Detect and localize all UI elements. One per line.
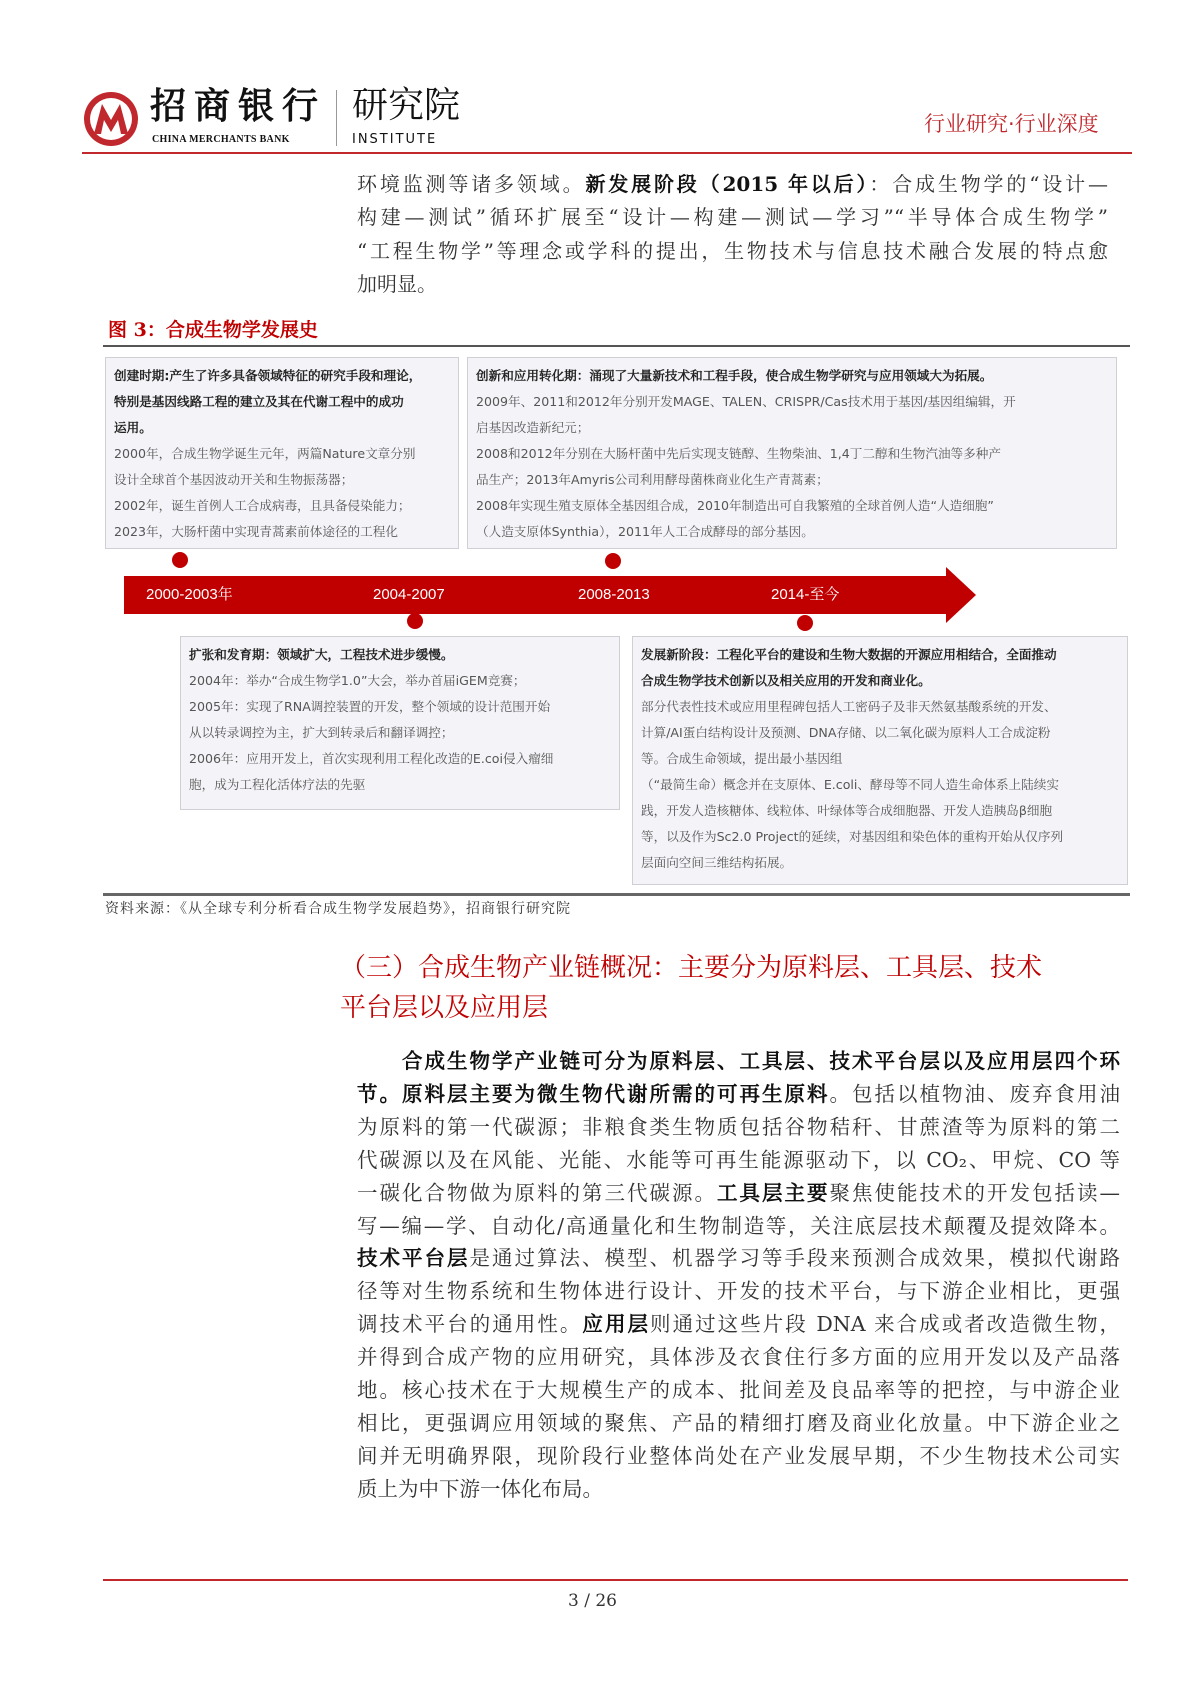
section-heading-line: （三）合成生物产业链概况：主要分为原料层、工具层、技术 — [340, 953, 1043, 983]
text-line — [357, 1473, 1120, 1506]
text: 相比，更强调应用领域的聚焦、产品的精细打磨及商业化放量。中下游企业之 — [357, 1410, 1120, 1435]
timeline-label: 2000-2003年 — [146, 586, 233, 603]
text: 为原料的第一代碳源；非粮食类生物质包括谷物秸秆、甘蔗渣等为原料的第二 — [357, 1114, 1120, 1139]
box-text-line: 从以转录调控为主，扩大到转录后和翻译调控； — [189, 725, 454, 740]
box-text-line: 2000年，合成生物学诞生元年，两篇Nature文章分别 — [114, 446, 416, 461]
box-text-line: 等，以及作为Sc2.0 Project的延续，对基因组和染色体的重构开始从仅序列 — [641, 829, 1064, 844]
figure-bottom-rule — [103, 893, 1130, 896]
box-text-line: 2023年，大肠杆菌中实现青蒿素前体途径的工程化 — [114, 524, 398, 539]
text-line — [357, 1407, 1120, 1440]
text: 代碳源以及在风能、光能、水能等可再生能源驱动下，以 CO₂、甲烷、CO 等 — [357, 1147, 1120, 1172]
box-text-line: 启基因改造新纪元； — [476, 420, 590, 435]
institute-name-en: INSTITUTE — [352, 132, 438, 147]
box-text-line: 胞，成为工程化活体疗法的先驱 — [189, 777, 366, 792]
box-title-line: 创建时期:产生了许多具备领域特征的研究手段和理论， — [114, 368, 422, 383]
page-number: 3 / 26 — [568, 1591, 617, 1611]
footer-divider — [103, 1579, 1128, 1581]
box-title-line: 合成生物学技术创新以及相关应用的开发和商业化。 — [641, 673, 931, 688]
text: 写—编—学、自动化/高通量化和生物制造等，关注底层技术颠覆及提效降本。 — [357, 1213, 1120, 1238]
text-line — [357, 1275, 1120, 1308]
figure-top-rule — [103, 345, 1130, 347]
text-line — [357, 201, 1108, 234]
text: 。包括以植物油、废弃食用油 — [829, 1081, 1120, 1106]
bold-text: 合成生物学产业链可分为原料层、工具层、技术平台层以及应用层四个环 — [402, 1049, 1120, 1073]
box-text-line: 践，开发人造核糖体、线粒体、叶绿体等合成细胞器、开发人造胰岛β细胞 — [641, 803, 1053, 818]
box-title-line: 发展新阶段：工程化平台的建设和生物大数据的开源应用相结合，全面推动 — [641, 647, 1057, 662]
text — [357, 1049, 402, 1073]
box-text-line: 2006年：应用开发上，首次实现利用工程化改造的E.coi侵入瘤细 — [189, 751, 554, 766]
box-text-line: 设计全球首个基因波动开关和生物振荡器； — [114, 472, 354, 487]
box-text-line: 2005年：实现了RNA调控装置的开发，整个领域的设计范围开始 — [189, 699, 551, 714]
figure-source: 资料来源：《从全球专利分析看合成生物学发展趋势》，招商银行研究院 — [105, 901, 571, 917]
box-text-line: 2002年，诞生首例人工合成病毒，且具备侵染能力； — [114, 498, 411, 513]
text-line — [357, 235, 1108, 268]
bold-text: 应用层 — [582, 1312, 651, 1337]
text: “工程生物学”等理念或学科的提出，生物技术与信息技术融合发展的特点愈 — [357, 238, 1108, 263]
text: 调技术平台的通用性。 — [357, 1312, 583, 1337]
timeline-box-2014-now — [632, 636, 1128, 885]
text-line — [357, 1308, 1120, 1341]
box-text-line: 等。合成生命领域，提出最小基因组 — [641, 751, 843, 766]
timeline-label: 2004-2007 — [373, 586, 445, 603]
text: 环境监测等诸多领域。 — [357, 172, 586, 196]
box-text-line: 层面向空间三维结构拓展。 — [641, 855, 793, 870]
timeline-label: 2014-至今 — [771, 586, 840, 603]
text-line — [357, 1144, 1120, 1177]
text: 径等对生物系统和生物体进行设计、开发的技术平台，与下游企业相比，更强 — [357, 1279, 1120, 1304]
intro-paragraph — [357, 168, 1108, 301]
text: 是通过算法、模型、机器学习等手段来预测合成效果，模拟代谢路 — [469, 1246, 1120, 1271]
bold-text: 技术平台层 — [357, 1246, 470, 1271]
text-line — [357, 1177, 1120, 1210]
text: 并得到合成产物的应用研究，具体涉及衣食住行多方面的应用开发以及产品落 — [357, 1345, 1120, 1370]
text-line — [357, 268, 1108, 301]
report-category: 行业研究·行业深度 — [924, 112, 1099, 136]
box-text-line: 部分代表性技术或应用里程碑包括人工密码子及非天然氨基酸系统的开发、 — [641, 699, 1057, 714]
text: 聚焦使能技术的开发包括读— — [829, 1180, 1120, 1205]
text-line — [357, 1111, 1120, 1144]
header-divider — [82, 152, 1132, 154]
box-text-line: 品生产；2013年Amyris公司利用酵母菌株商业化生产青蒿素； — [476, 472, 829, 487]
section-heading — [340, 948, 1120, 1028]
text-line — [357, 1374, 1120, 1407]
text: 则通过这些片段 DNA 来合成或者改造微生物， — [650, 1312, 1121, 1337]
timeline-marker — [172, 552, 188, 568]
bank-name-en: CHINA MERCHANTS BANK — [152, 134, 290, 145]
section-heading-line: 平台层以及应用层 — [340, 993, 549, 1023]
text: 质上为中下游一体化布局。 — [357, 1476, 603, 1501]
body-paragraph — [357, 1045, 1120, 1506]
text: ：合成生物学的“设计— — [869, 172, 1108, 196]
bank-logo-icon — [82, 90, 140, 148]
box-text-line: 计算/AI蛋白结构设计及预测、DNA存储、以二氧化碳为原料人工合成淀粉 — [641, 725, 1051, 740]
box-title-line: 运用。 — [114, 420, 152, 435]
text-line — [357, 1242, 1120, 1275]
text: 构建—测试”循环扩展至“设计—构建—测试—学习”“半导体合成生物学” — [357, 205, 1108, 230]
bank-name-cn: 招商银行 — [150, 85, 327, 127]
text-line — [357, 1440, 1120, 1473]
timeline-box-2004-2007 — [180, 636, 620, 810]
bold-text: 新发展阶段（2015 年以后） — [585, 172, 870, 196]
box-title-line: 扩张和发育期：领域扩大，工程技术进步缓慢。 — [189, 647, 454, 662]
text-line — [357, 1341, 1120, 1374]
text-line — [357, 1045, 1120, 1078]
bold-text: 节。原料层主要为微生物代谢所需的可再生原料 — [357, 1081, 830, 1106]
text: 间并无明确界限，现阶段行业整体尚处在产业发展早期，不少生物技术公司实 — [357, 1443, 1120, 1468]
timeline-box-2008-2013 — [467, 357, 1117, 549]
box-text-line: 2008和2012年分别在大肠杆菌中先后实现支链醇、生物柴油、1,4丁二醇和生物汽油等多种产 — [476, 446, 1001, 461]
header-separator — [336, 90, 337, 146]
figure-title: 图 3：合成生物学发展史 — [108, 319, 318, 341]
text: 一碳化合物做为原料的第三代碳源。 — [357, 1180, 717, 1205]
bold-text: 工具层主要 — [717, 1180, 830, 1205]
text: 加明显。 — [357, 271, 437, 296]
text-line — [357, 168, 1108, 201]
timeline-arrow — [124, 567, 976, 623]
box-text-line: （人造支原体Synthia），2011年人工合成酵母的部分基因。 — [476, 524, 814, 539]
text-line — [357, 1210, 1120, 1243]
box-text-line: 2009年、2011和2012年分别开发MAGE、TALEN、CRISPR/Cas技术用于基因/基因组编辑，开 — [476, 394, 1016, 409]
box-text-line: （“最简生命）概念并在支原体、E.coli、酵母等不同人造生命体系上陆续实 — [641, 777, 1059, 792]
box-text-line: 2008年实现生殖支原体全基因组合成，2010年制造出可自我繁殖的全球首例人造“人造细胞” — [476, 498, 994, 513]
text-line — [357, 1078, 1120, 1111]
text: 地。核心技术在于大规模生产的成本、批间差及良品率等的把控，与中游企业 — [357, 1378, 1120, 1403]
box-title-line: 特别是基因线路工程的建立及其在代谢工程中的成功 — [114, 394, 404, 409]
timeline-label: 2008-2013 — [578, 586, 650, 603]
box-title-line: 创新和应用转化期：涌现了大量新技术和工程手段，使合成生物学研究与应用领域大为拓展。 — [476, 368, 993, 383]
timeline-box-2000-2003 — [105, 357, 459, 549]
box-text-line: 2004年：举办“合成生物学1.0”大会，举办首届iGEM竞赛； — [189, 673, 526, 688]
institute-name-cn: 研究院 — [352, 85, 461, 126]
